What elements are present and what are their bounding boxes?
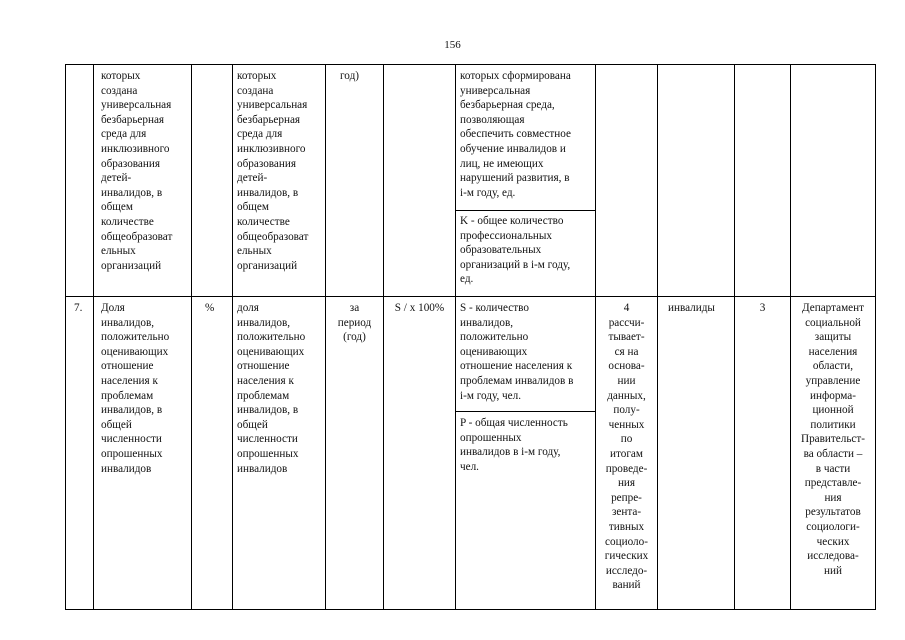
period-cell: за период (год)	[337, 302, 372, 344]
column-divider	[93, 64, 94, 610]
indicator-name-cell: которых создана универсальная безбарьерная среда для инклюзивного образования детей- инвалидов, в общем количестве общеобразоват ельных организаций	[101, 70, 173, 272]
object-cell: инвалиды	[668, 302, 715, 314]
indicator-name-cell: Доля инвалидов, положительно оценивающих отношение населения к проблемам инвалидов, в общей численности опрошенных инвалидов	[101, 302, 170, 475]
variable-row-divider	[455, 210, 596, 211]
table-border-left	[65, 64, 66, 610]
code-cell: 3	[759, 302, 766, 314]
unit-cell: %	[205, 302, 215, 314]
column-divider	[232, 64, 233, 610]
row-number-cell: 7.	[74, 302, 83, 314]
table-border-right	[875, 64, 876, 610]
formula-cell: S / x 100%	[394, 302, 445, 314]
column-divider	[191, 64, 192, 610]
column-divider	[734, 64, 735, 610]
column-divider	[657, 64, 658, 610]
row-divider	[65, 296, 876, 297]
table-border-top	[65, 64, 876, 65]
column-divider	[383, 64, 384, 610]
page-number: 156	[444, 39, 461, 51]
column-divider	[455, 64, 456, 610]
indicator-definition-cell: которых создана универсальная безбарьерная среда для инклюзивного образования детей- инвалидов, в общем количестве общеобразоват ельных организаций	[237, 70, 309, 272]
calculation-method-cell: 4 рассчи- тывает- ся на основа- нии данных, полу- ченных по итогам проведе- ния репре- зента- тивных социоло- гических исследо- ваний	[604, 302, 649, 592]
indicator-definition-cell: доля инвалидов, положительно оценивающих отношение населения к проблемам инвалидов, в общей численности опрошенных инвалидов	[237, 302, 306, 475]
variable-description-cell: которых сформирована универсальная безбарьерная среда, позволяющая обеспечить совместное обучение инвалидов и лиц, не имеющих нарушений развития, в i-м году, ед.	[460, 70, 571, 199]
period-cell: год)	[340, 70, 359, 82]
responsible-cell: Департамент социальной защиты населения области, управление информа- ционной политики Правительст- ва области – в части представле- ния результатов социологи- ческих исследова- ний	[800, 302, 866, 577]
variable-row-divider	[455, 411, 596, 412]
table-border-bottom	[65, 609, 876, 610]
variable-description-cell: P - общая численность опрошенных инвалидов в i-м году, чел.	[460, 417, 568, 473]
variable-description-cell: S - количество инвалидов, положительно оценивающих отношение населения к проблемам инвалидов в i-м году, чел.	[460, 302, 574, 402]
variable-description-cell: K - общее количество профессиональных образовательных организаций в i-м году, ед.	[460, 215, 571, 286]
